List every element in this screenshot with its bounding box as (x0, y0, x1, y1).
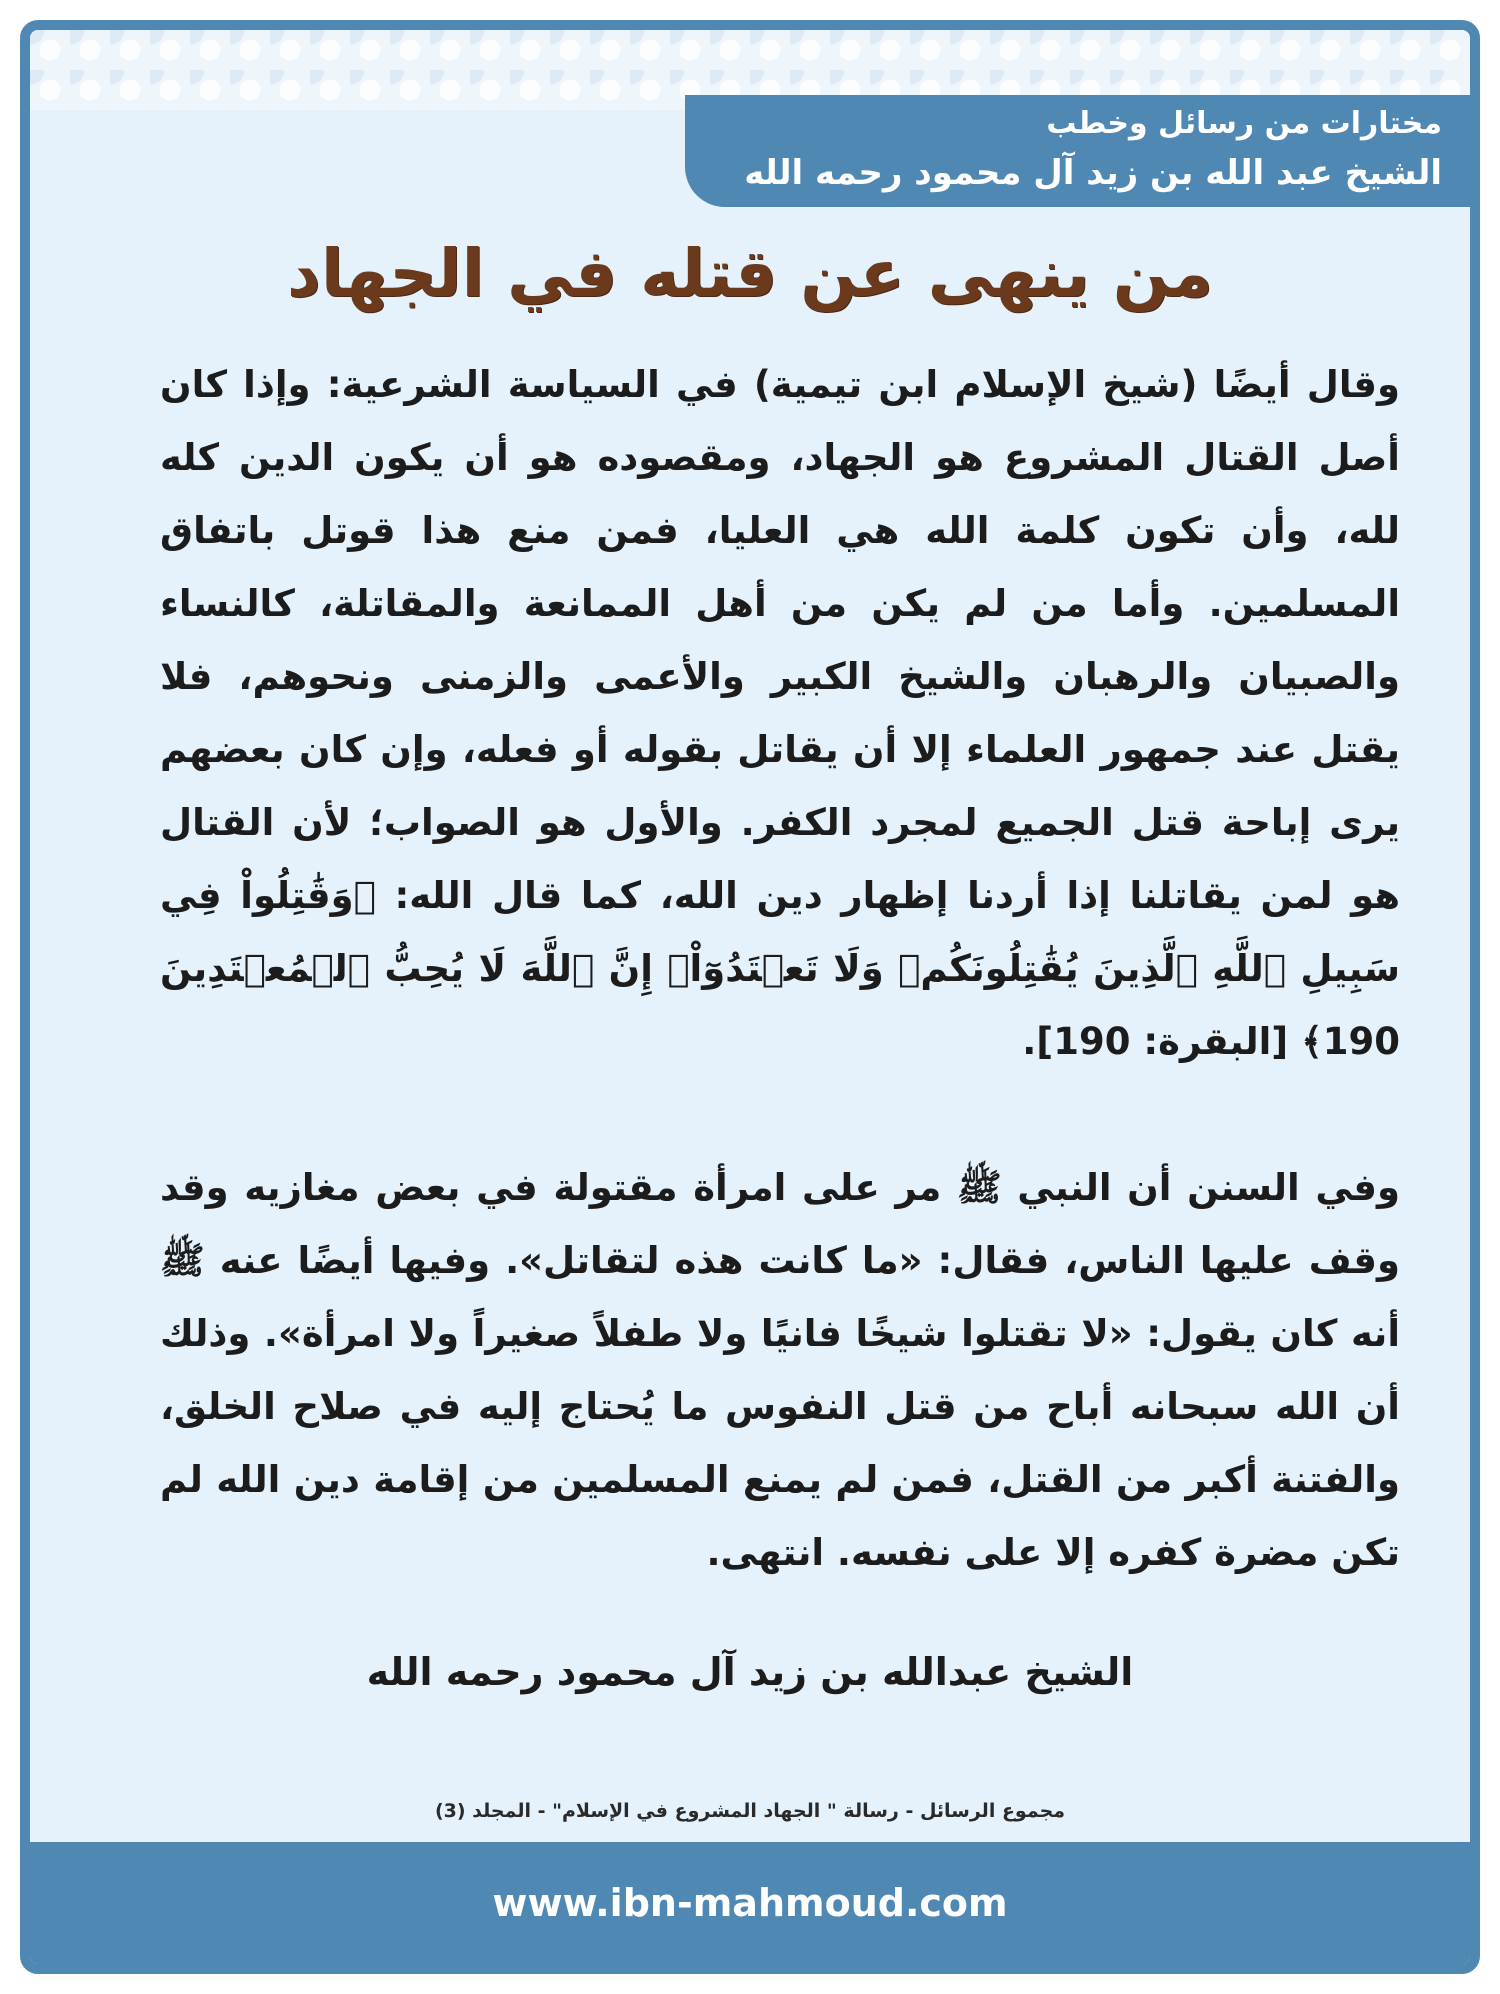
footer-bar (30, 1842, 1470, 1964)
paragraph-2: وفي السنن أن النبي ﷺ مر على امرأة مقتولة في بعض مغازيه وقد وقف عليها الناس، فقال: «ما كانت هذه لتقاتل». وفيها أيضًا عنه ﷺ أنه كان يقول: «لا تقتلوا شيخًا فانيًا ولا طفلاً صغيراً ولا امرأة». وذلك أن الله سبحانه أباح من قتل النفوس ما يُحتاج إليه في صلاح الخلق، والفتنة أكبر من القتل، فمن لم يمنع المسلمين من إقامة دين الله لم تكن مضرة كفره إلا على نفسه. انتهى. (160, 1166, 1400, 1574)
header-banner (685, 95, 1470, 207)
header-author: الشيخ عبد الله بن زيد آل محمود رحمه الله (744, 153, 1442, 193)
author-signature: الشيخ عبدالله بن زيد آل محمود رحمه الله (366, 1650, 1134, 1694)
source-citation: مجموع الرسائل - رسالة " الجهاد المشروع في الإسلام" - المجلد (3) (434, 1800, 1066, 1822)
paragraph-1: وقال أيضًا (شيخ الإسلام ابن تيمية) في السياسة الشرعية: وإذا كان أصل القتال المشروع هو الجهاد، ومقصوده هو أن يكون الدين كله لله، وأن تكون كلمة الله هي العليا، فمن منع هذا قوتل باتفاق المسلمين. وأما من لم يكن من أهل الممانعة والمقاتلة، كالنساء والصبيان والرهبان والشيخ الكبير والأعمى والزمنى ونحوهم، فلا يقتل عند جمهور العلماء إلا أن يقاتل بقوله أو فعله، وإن كان بعضهم يرى إباحة قتل الجميع لمجرد الكفر. والأول هو الصواب؛ لأن القتال هو لمن يقاتلنا إذا أردنا إظهار دين الله، كما قال الله: ﴿وَقَٰتِلُواْ فِي سَبِيلِ ٱللَّهِ ٱلَّذِينَ يُقَٰتِلُونَكُمۡ وَلَا تَعۡتَدُوٓاْۚ إِنَّ ٱللَّهَ لَا يُحِبُّ ٱلۡمُعۡتَدِينَ 190﴾ [البقرة: 190]. (160, 363, 1400, 1063)
website-link[interactable]: www.ibn-mahmoud.com (492, 1881, 1008, 1925)
header-subtitle: مختارات من رسائل وخطب (1046, 106, 1442, 141)
page-frame (20, 20, 1480, 1974)
article-body (160, 348, 1400, 1589)
page-title: من ينهى عن قتله في الجهاد (287, 235, 1213, 312)
